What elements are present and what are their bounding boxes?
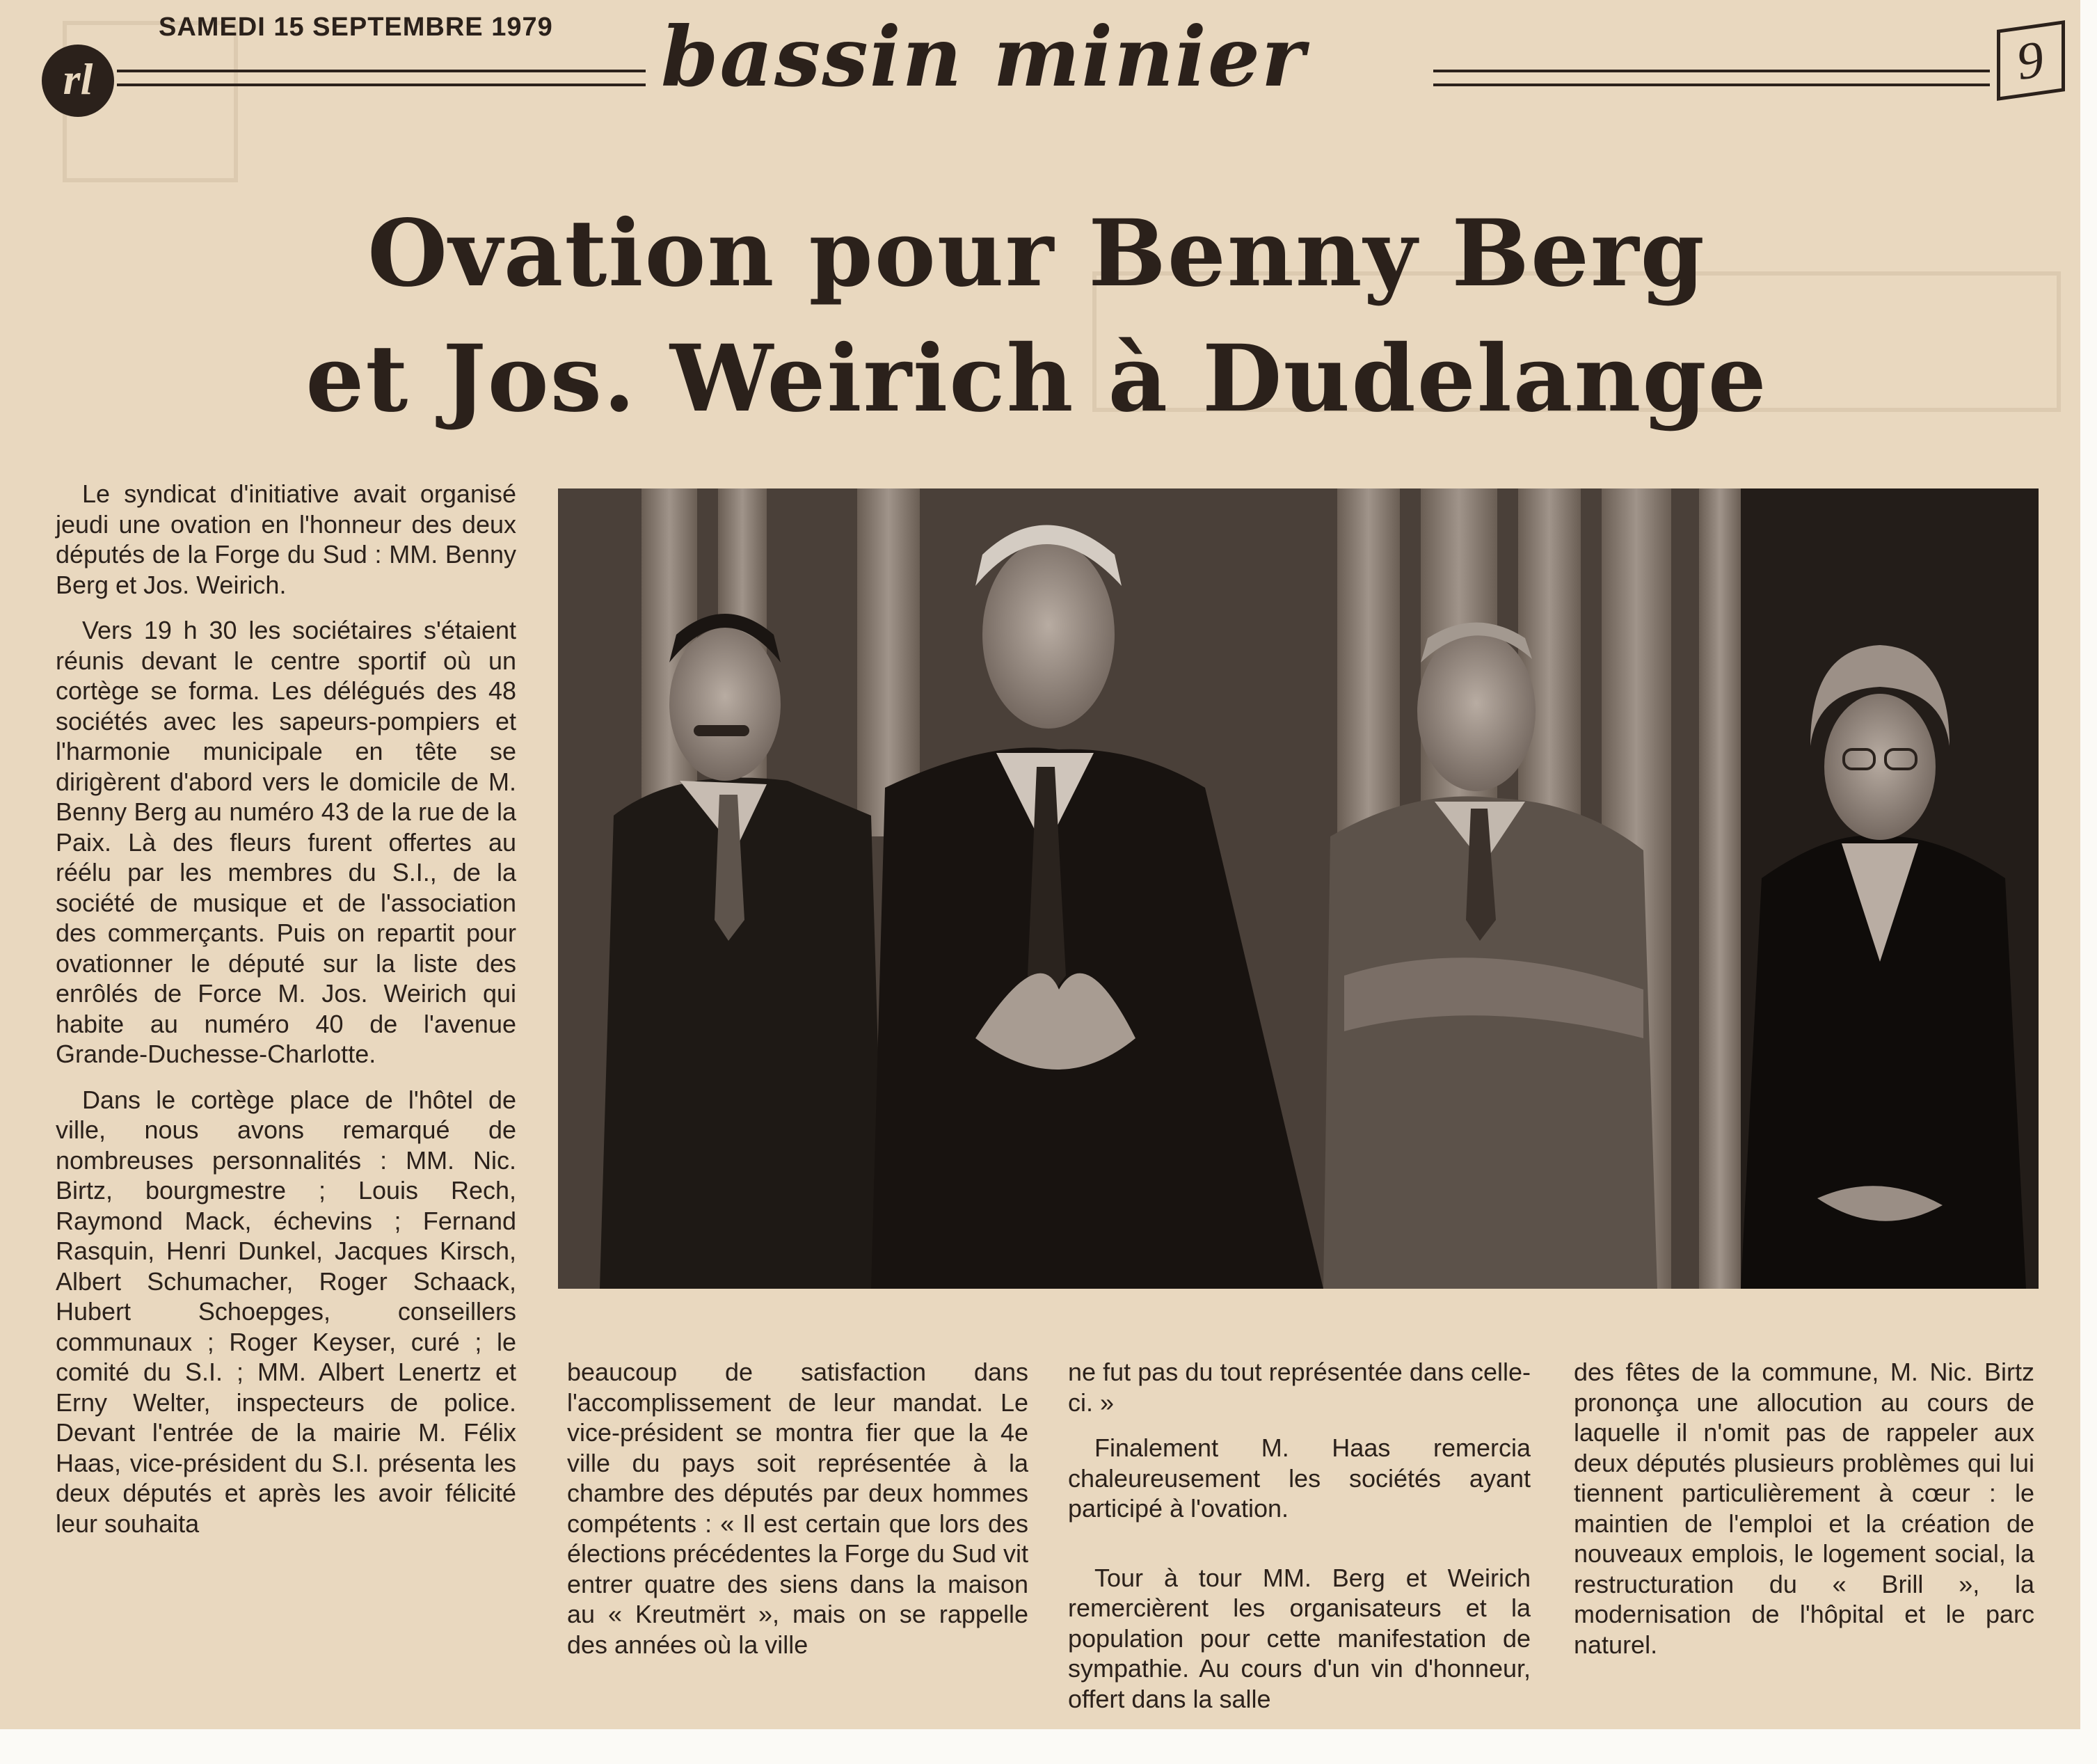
newspaper-logo: rl [42,45,114,117]
header-rule-left [117,84,646,86]
article-paragraph: Dans le cortège place de l'hôtel de ville, nous avons remarqué de nombreuses personnalités : MM. Nic. Birtz, bourgmestre ; Louis Rech, Raymond Mack, échevins ; Fernand Rasquin, Henri Dunkel, Jacques Kirsch, Albert Schumacher, Roger Schaack, Hubert Schoepges, conseillers communaux ; Roger Keyser, curé ; le comité du S.I. ; MM. Albert Lenertz et Erny Welter, inspecteurs de police. Devant l'entrée de la mairie M. Félix Haas, vice-président du S.I. présenta les deux députés et après les avoir félicité leur souhaita [56,1085,516,1538]
photo-illustration [558,488,2039,1289]
article-photo [558,488,2039,1289]
article-paragraph: ne fut pas du tout représentée dans celle-ci. » [1068,1358,1531,1417]
article-column-1 [56,479,516,1554]
header-rule-right [1433,70,1990,72]
article-paragraph: Finalement M. Haas remercia chaleureusement les sociétés ayant participé à l'ovation. [1068,1433,1531,1523]
headline-line-1: Ovation pour Benny Berg [367,200,1706,308]
article-column-4 [1574,1357,2034,1675]
header-rule-right [1433,84,1990,86]
edition-date: SAMEDI 15 SEPTEMBRE 1979 [159,13,553,42]
article-paragraph: beaucoup de satisfaction dans l'accomplissement de leur mandat. Le vice-président se montra fier que la 4e ville du pays soit représentée à la chambre des députés par deux hommes compétents : « Il est certain que lors des élections précédentes la Forge du Sud vit entrer quatre des siens dans la maison au « Kreutmërt », mais on se rappelle des années où la ville [567,1358,1028,1659]
article-paragraph: Vers 19 h 30 les sociétaires s'étaient réunis devant le centre sportif où un cortège se forma. Les délégués des 48 sociétés avec les sapeurs-pompiers et l'harmonie municipale en tête se dirigèrent d'abord vers le domicile de M. Benny Berg au numéro 43 de la rue de la Paix. Là des fleurs furent offertes au réélu par les membres du S.I., de la société de musique et de l'association des commerçants. Puis on repartit pour ovationner le député sur la liste des enrôlés de Force M. Jos. Weirich qui habite au numéro 40 de l'avenue Grande-Duchesse-Charlotte. [56,616,516,1068]
article-paragraph: Tour à tour MM. Berg et Weirich remercièrent les organisateurs et la population pour cette manifestation de sympathie. Au cours d'un vin d'honneur, offert dans la salle [1068,1563,1531,1713]
article-paragraph: des fêtes de la commune, M. Nic. Birtz prononça une allocution au cours de laquelle il n'omit pas de rappeler aux deux députés plusieurs problèmes qui lui tiennent particulièrement à cœur : le maintien de l'emploi et la création de nouveaux emplois, le logement social, la restructuration du « Brill », la modernisation de l'hôpital et le parc naturel. [1574,1358,2034,1659]
article-headline [209,191,1865,442]
page-number: 9 [1997,20,2065,101]
article-column-3 [1068,1357,1531,1729]
header-rule-left [117,70,646,72]
article-column-2 [567,1357,1028,1675]
article-paragraph: Le syndicat d'initiative avait organisé jeudi une ovation en l'honneur des deux députés de la Forge du Sud : MM. Benny Berg et Jos. Weirich. [56,479,516,599]
section-title: bassin minier [661,8,1307,105]
headline-line-2: et Jos. Weirich à Dudelange [305,325,1768,433]
